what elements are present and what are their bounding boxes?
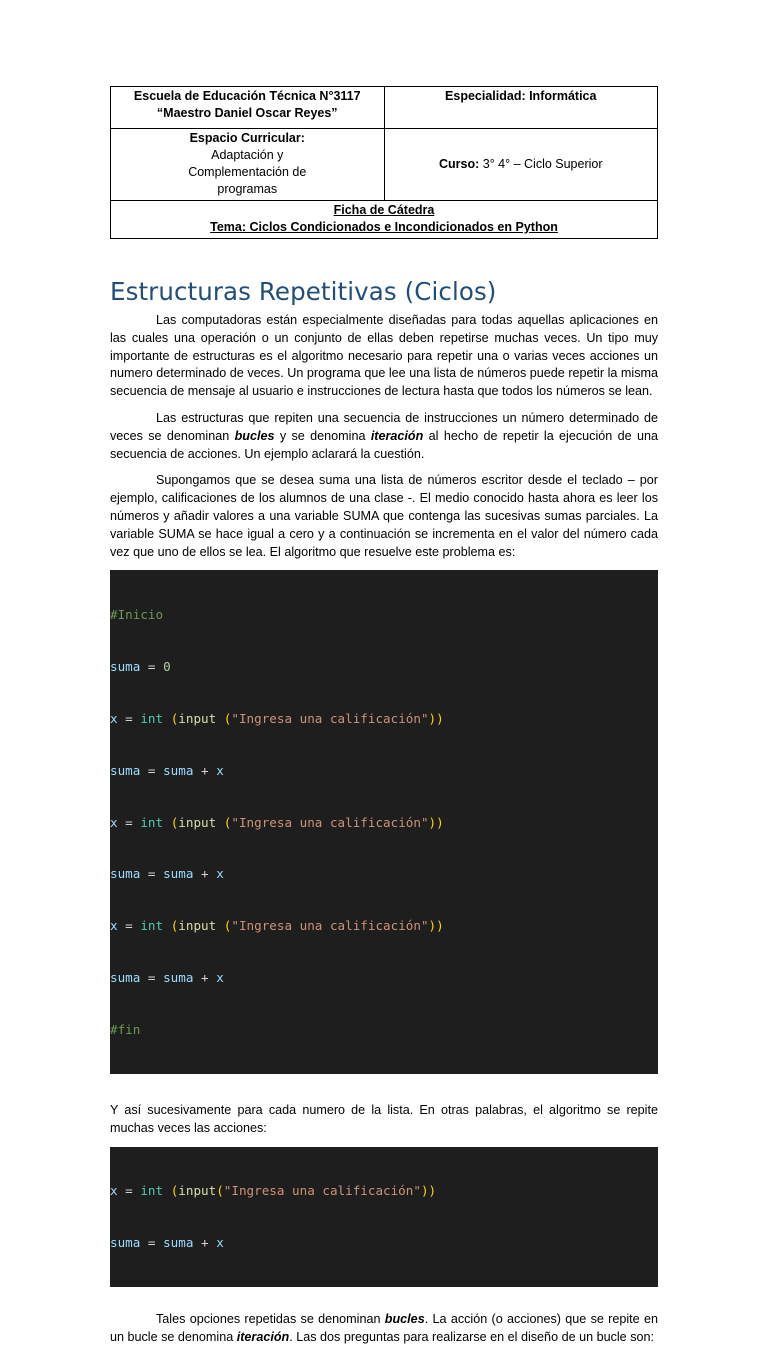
code-var: x	[110, 814, 118, 830]
code-var: x	[110, 918, 118, 934]
code-op: =	[140, 658, 164, 674]
code-op: =	[117, 710, 141, 726]
code-op: =	[117, 918, 141, 934]
specialty-cell	[384, 87, 658, 129]
code-string: "Ingresa una calificación"	[231, 918, 429, 934]
code-var: suma	[110, 970, 141, 986]
term-bucles: bucles	[384, 1311, 425, 1326]
code-var: x	[216, 866, 224, 882]
curricular-label: Espacio Curricular:	[189, 131, 305, 145]
text-run: al hecho de repetir la ejecución de una secuencia de acciones. Un ejemplo aclarará la cuestión.	[110, 428, 658, 461]
code-string: "Ingresa una calificación"	[231, 710, 429, 726]
code-op: +	[193, 762, 217, 778]
code-op: =	[140, 762, 164, 778]
code-var: x	[110, 1183, 118, 1199]
text-run: Las estructuras que repiten una secuencia de instrucciones un número determinado de veces se denominan	[110, 410, 658, 443]
code-type: int	[140, 1183, 164, 1199]
code-op: =	[117, 814, 141, 830]
code-comment: #fin	[110, 1022, 141, 1038]
code-line: x = int (input ("Ingresa una calificación"))	[110, 918, 444, 934]
paragraph-conclusion	[110, 1311, 658, 1347]
header-table	[110, 86, 658, 239]
specialty-text: Especialidad: Informática	[445, 89, 597, 103]
curricular-cell	[111, 129, 385, 201]
code-function: input	[178, 918, 217, 934]
code-var: suma	[110, 1235, 141, 1251]
document-page	[110, 86, 658, 1356]
school-patron: “Maestro Daniel Oscar Reyes”	[156, 106, 338, 120]
code-line: x = int (input ("Ingresa una calificación"))	[110, 710, 444, 726]
code-var: suma	[163, 1235, 194, 1251]
course-label: Curso:	[438, 156, 480, 171]
code-line: x = int (input("Ingresa una calificación"))	[110, 1183, 437, 1199]
code-var: x	[216, 970, 224, 986]
code-line	[110, 865, 658, 882]
code-string: "Ingresa una calificación"	[223, 1183, 421, 1199]
code-line	[110, 606, 658, 623]
code-var: x	[110, 710, 118, 726]
course-value: 3° 4° – Ciclo Superior	[479, 156, 603, 171]
code-comment: #Inicio	[110, 606, 164, 622]
paragraph-intro: Las computadoras están especialmente diseñadas para todas aquellas aplicaciones en las cuales una operación o un conjunto de ellas deben repetirse muchas veces. Un tipo muy importante de estructuras es el algoritmo necesario para repetir una o varias veces acciones un numero determinado de veces. Un programa que lee una lista de números puede repetir la misma secuencia de mensaje al usuario e instrucciones de lectura hasta que todos los números se lean.	[110, 313, 658, 399]
code-var: suma	[163, 762, 194, 778]
code-var: suma	[110, 762, 141, 778]
code-type: int	[140, 918, 164, 934]
text-run: . Las dos preguntas para realizarse en el diseño de un bucle son:	[289, 1329, 654, 1344]
code-var: x	[216, 1235, 224, 1251]
text-run: . La acción (o acciones) que se repite en un bucle se denomina	[110, 1311, 659, 1344]
paragraph-definition	[110, 410, 658, 463]
code-var: suma	[163, 866, 194, 882]
code-function: input	[178, 710, 217, 726]
code-function: input	[178, 1183, 217, 1199]
code-line	[110, 969, 658, 986]
code-string: "Ingresa una calificación"	[231, 814, 429, 830]
course-cell	[384, 129, 658, 201]
code-function: input	[178, 814, 217, 830]
code-line	[110, 762, 658, 779]
term-bucles: bucles	[234, 428, 275, 443]
topic-title: Tema: Ciclos Condicionados e Incondicionados en Python	[210, 220, 558, 234]
code-block-algorithm	[110, 570, 658, 1074]
code-op: =	[140, 970, 164, 986]
code-number: 0	[163, 658, 171, 674]
sheet-cell	[111, 201, 658, 239]
term-iteracion: iteración	[370, 428, 424, 443]
curricular-line3: programas	[217, 182, 278, 196]
code-line: x = int (input ("Ingresa una calificación"))	[110, 814, 444, 830]
section-title: Estructuras Repetitivas (Ciclos)	[110, 277, 497, 306]
school-cell	[111, 87, 385, 129]
code-op: =	[140, 866, 164, 882]
text-run: y se denomina	[274, 428, 371, 443]
code-var: x	[216, 762, 224, 778]
code-type: int	[140, 814, 164, 830]
code-op: +	[193, 866, 217, 882]
code-var: suma	[110, 658, 141, 674]
code-type: int	[140, 710, 164, 726]
sheet-title: Ficha de Cátedra	[333, 203, 435, 217]
text-run: Tales opciones repetidas se denominan	[156, 1311, 385, 1326]
code-block-loop-body	[110, 1147, 658, 1287]
curricular-line2: Complementación de	[188, 165, 307, 179]
code-line	[110, 658, 658, 675]
code-var: suma	[163, 970, 194, 986]
code-line: suma = suma + x	[110, 1235, 224, 1251]
paragraph-repeat: Y así sucesivamente para cada numero de la lista. En otras palabras, el algoritmo se repite muchas veces las acciones:	[110, 1102, 658, 1135]
paragraph-example: Supongamos que se desea suma una lista de números escritor desde el teclado – por ejemplo, calificaciones de los alumnos de una clase -. El medio conocido hasta ahora es leer los números y añadir valores a una variable SUMA que contenga las sucesivas sumas parciales. La variable SUMA se hace igual a cero y a continuación se incrementa en el valor del número cada vez que uno de ellos se lea. El algoritmo que resuelve este problema es:	[110, 473, 658, 559]
school-name: Escuela de Educación Técnica N°3117	[133, 89, 361, 103]
code-var: suma	[110, 866, 141, 882]
term-iteracion: iteración	[236, 1329, 290, 1344]
curricular-line1: Adaptación y	[211, 148, 284, 162]
code-op: +	[193, 970, 217, 986]
